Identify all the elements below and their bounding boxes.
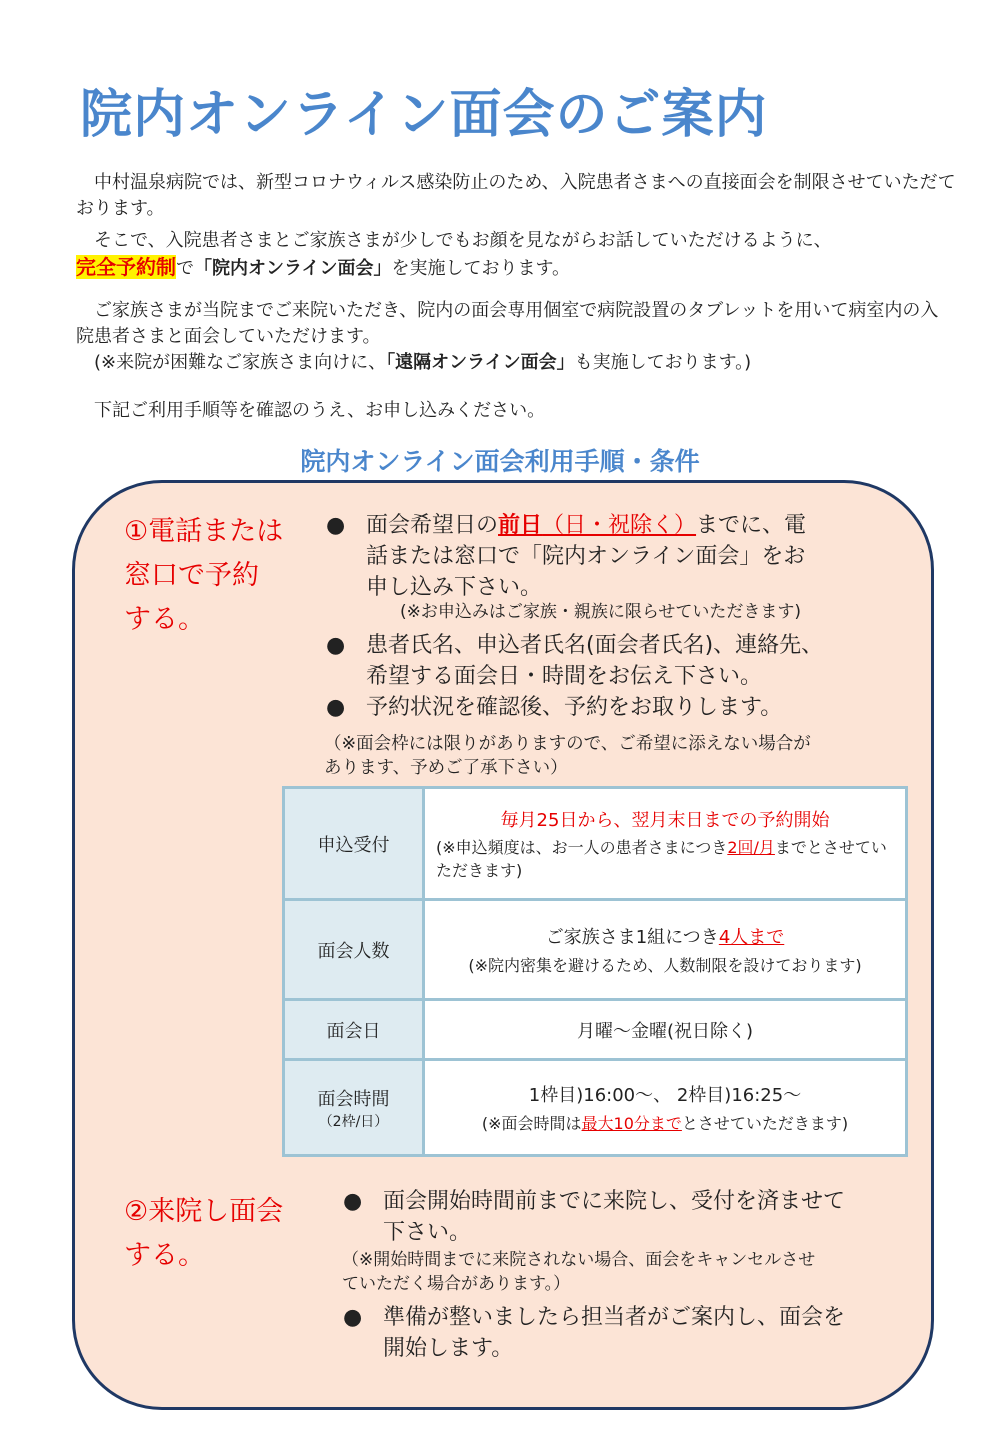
frequency-limit: 2回/月 <box>727 837 775 857</box>
step1-bullet-2-text <box>366 630 823 692</box>
step1-b2-line1: 患者氏名、申込者氏名(面会者氏名)、連絡先、 <box>366 633 824 658</box>
step2-bullet-2 <box>343 1302 903 1364</box>
intro-p2-post: を実施しております。 <box>391 258 571 279</box>
step1-label-line2: 窓口で予約 <box>124 560 259 591</box>
table-head-visit-days: 面会日 <box>284 1000 424 1060</box>
app-note-post: までとさせていただきます) <box>436 837 887 880</box>
step1-bullet-2 <box>326 630 886 692</box>
step2-bullet-2-text <box>383 1302 845 1364</box>
table-row <box>284 788 907 900</box>
visit-time-slots: 1枠目)16:00～、 2枠目)16:25～ <box>528 1085 802 1106</box>
page-title: 院内オンライン面会のご案内 <box>80 85 768 145</box>
intro-p4-pre: (※来院が困難なご家族さま向けに、 <box>94 352 387 373</box>
app-note-pre: (※申込頻度は、お一人の患者さまにつき <box>436 837 728 857</box>
step1-bullet-1-note: (※お申込みはご家族・親族に限らせていただきます) <box>400 602 801 622</box>
application-frequency-note <box>426 836 904 882</box>
step1-note <box>324 732 811 780</box>
bullet-dot-icon: ● <box>326 513 346 538</box>
remote-online-visit-bold: 「遠隔オンライン面会」 <box>386 352 575 373</box>
table-head-application: 申込受付 <box>284 788 424 900</box>
visit-time-head-sub: （2枠/日） <box>318 1113 389 1130</box>
step1-label <box>124 510 283 642</box>
step2-label <box>124 1190 283 1278</box>
time-note-pre: (※面会時間は <box>481 1114 582 1133</box>
table-cell-visit-days: 月曜～金曜(祝日除く) <box>424 1000 907 1060</box>
max-duration: 最大10分まで <box>581 1114 682 1133</box>
time-note-post: とさせていただきます) <box>681 1114 849 1133</box>
intro-paragraph-2 <box>76 228 956 254</box>
visit-time-head: 面会時間 <box>317 1088 390 1110</box>
step1-bullet-3-text: 予約状況を確認後、予約をお取りします。 <box>366 695 783 720</box>
step2-note <box>342 1248 815 1296</box>
intro-paragraph-1: 中村温泉病院では、新型コロナウィルス感染防止のため、入院患者さまへの直接面会を制限させていただております。 <box>76 172 956 219</box>
intro-paragraph-4 <box>76 350 956 376</box>
section-title: 院内オンライン面会利用手順・条件 <box>300 447 700 476</box>
step1-bullet-3 <box>326 692 886 723</box>
table-head-visit-time <box>284 1060 424 1156</box>
step1-b1-line3: 申し込み下さい。 <box>366 575 543 600</box>
bullet-dot-icon: ● <box>326 695 346 720</box>
day-before-emphasis: 前日 <box>498 513 543 538</box>
intro-paragraph-2-line2 <box>76 254 956 282</box>
visit-time-note <box>426 1111 904 1134</box>
table-row <box>284 1000 907 1060</box>
step2-label-line2: する。 <box>124 1240 205 1271</box>
step1-label-line1: ①電話または <box>124 516 284 547</box>
bullet-dot-icon: ● <box>343 1189 363 1214</box>
table-cell-visit-time <box>424 1060 907 1156</box>
in-hospital-online-visit-bold: 「院内オンライン面会」 <box>194 258 392 279</box>
step1-note-line2: あります、予めご了承下さい） <box>324 758 568 778</box>
step2-b1-line2: 下さい。 <box>383 1220 472 1245</box>
step1-bullet-1 <box>326 510 886 605</box>
intro-p4-post: も実施しております。) <box>574 352 752 373</box>
intro-paragraph-5: 下記ご利用手順等を確認のうえ、お申し込みください。 <box>94 400 546 421</box>
visitor-limit-note: (※院内密集を避けるため、人数制限を設けております) <box>468 956 862 975</box>
step2-b2-line2: 開始します。 <box>383 1336 514 1361</box>
step2-note-line1: （※開始時間までに来院されない場合、面会をキャンセルさせ <box>342 1250 816 1270</box>
step2-b1-line1: 面会開始時間前までに来院し、受付を済ませて <box>383 1189 846 1214</box>
visitor-limit <box>426 923 904 949</box>
step1-label-line3: する。 <box>124 604 205 635</box>
table-row <box>284 900 907 1000</box>
step1-b1-post: までに、電 <box>696 513 807 538</box>
table-cell-application <box>424 788 907 900</box>
step2-bullet-1 <box>343 1186 903 1248</box>
intro-paragraph-3: ご家族さまが当院までご来院いただき、院内の面会専用個室で病院設置のタブレットを用いて病室内の入院患者さまと面会していただけます。 <box>76 300 939 347</box>
step1-note-line1: （※面会枠には限りがありますので、ご希望に添えない場合が <box>324 734 811 754</box>
intro-p2-mid: で <box>176 258 194 279</box>
conditions-table <box>282 786 908 1157</box>
intro-p2-text: そこで、入院患者さまとご家族さまが少しでもお顔を見ながらお話していただけるように、 <box>94 230 832 251</box>
step1-bullet-1-text <box>366 510 806 603</box>
step2-label-line1: ②来院し面会 <box>124 1196 284 1227</box>
excluding-holidays: （日・祝除く） <box>542 513 697 538</box>
step2-bullet-1-text <box>383 1186 845 1248</box>
bullet-dot-icon: ● <box>343 1305 363 1330</box>
table-cell-visitors <box>424 900 907 1000</box>
table-head-visitors: 面会人数 <box>284 900 424 1000</box>
table-row <box>284 1060 907 1156</box>
full-reservation-highlight: 完全予約制 <box>76 255 176 279</box>
step1-b2-line2: 希望する面会日・時間をお伝え下さい。 <box>366 664 763 689</box>
step1-b1-line2: 話または窓口で「院内オンライン面会」をお <box>366 544 806 569</box>
step1-b1-pre: 面会希望日の <box>366 513 499 538</box>
step2-b2-line1: 準備が整いましたら担当者がご案内し、面会を <box>383 1305 846 1330</box>
visitor-limit-pre: ご家族さま1組につき <box>545 927 719 948</box>
step2-note-line2: ていただく場合があります。） <box>342 1274 571 1294</box>
application-period: 毎月25日から、翌月末日までの予約開始 <box>500 809 830 831</box>
bullet-dot-icon: ● <box>326 633 346 658</box>
visitor-limit-count: 4人まで <box>718 927 785 948</box>
